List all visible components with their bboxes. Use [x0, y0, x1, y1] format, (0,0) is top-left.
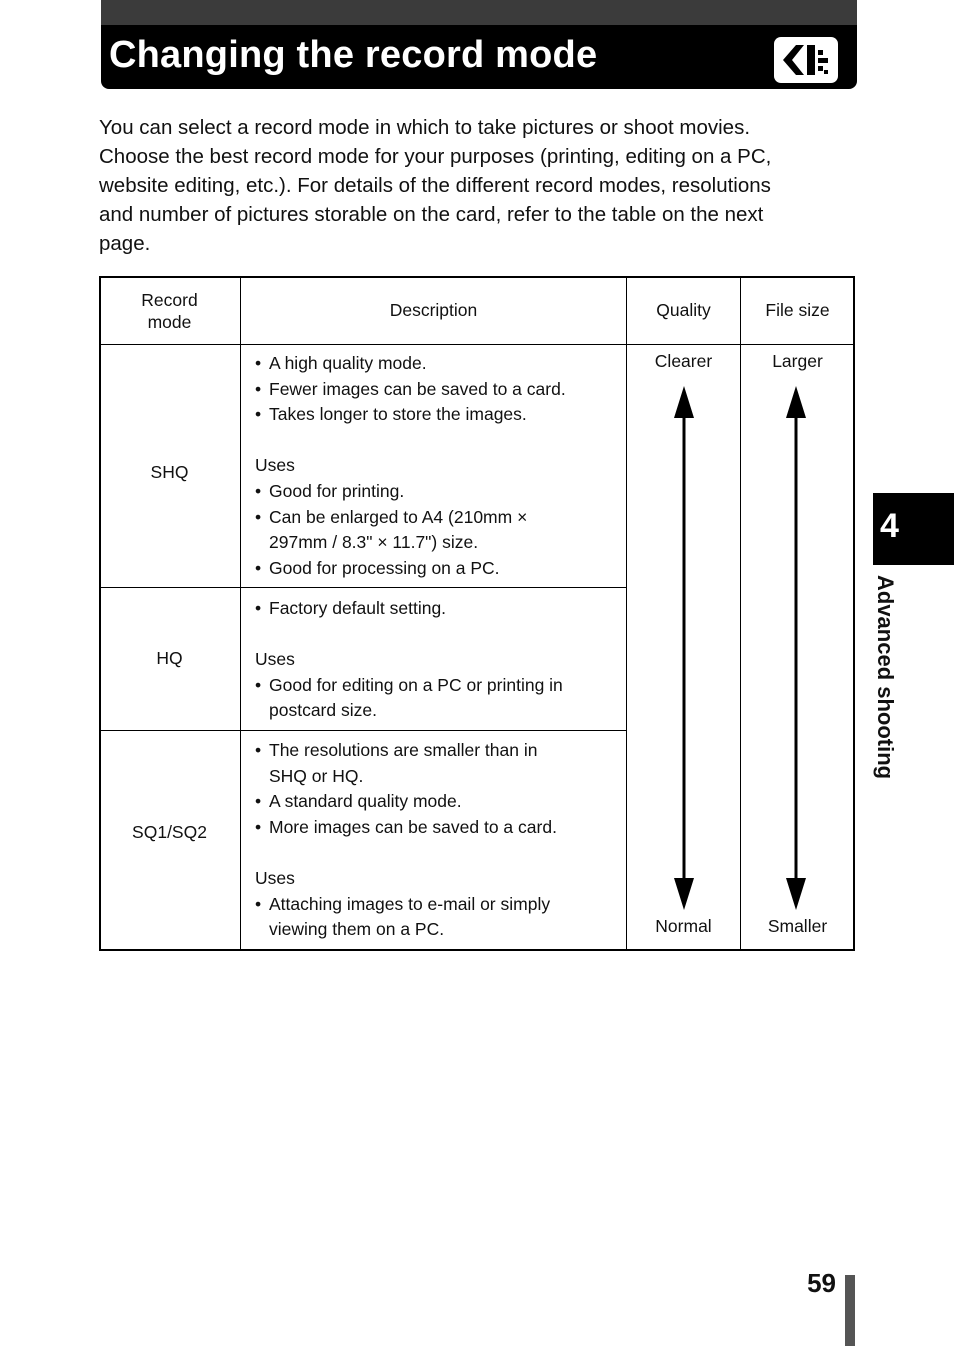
table-border-right — [853, 276, 855, 951]
intro-paragraph — [99, 113, 849, 258]
row-separator — [99, 730, 627, 731]
description-shq — [255, 351, 625, 581]
list-item: • Fewer images can be saved to a card. — [255, 377, 625, 403]
description-hq — [255, 596, 625, 724]
header-description: Description — [389, 300, 478, 320]
table-border-left — [99, 276, 101, 951]
size-top-label: Larger — [772, 351, 823, 371]
list-item: • Can be enlarged to A4 (210mm × 297mm / 8.3" × 11.7") size. — [255, 505, 569, 556]
list-item: • Good for editing on a PC or printing in postcard size. — [255, 673, 609, 724]
page-title: Changing the record mode — [109, 34, 598, 76]
chapter-tab — [873, 493, 954, 565]
size-double-arrow-icon — [785, 386, 807, 910]
mode-sq1-sq2: SQ1/SQ2 — [132, 822, 207, 842]
header-separator — [99, 344, 855, 345]
quality-bottom-label: Normal — [655, 916, 712, 936]
list-item: • Good for processing on a PC. — [255, 556, 625, 582]
list-item: • Good for printing. — [255, 479, 625, 505]
list-item: • Takes longer to store the images. — [255, 402, 625, 428]
header-file-size: File size — [765, 300, 830, 320]
quality-double-arrow-icon — [673, 386, 695, 910]
intro-line: You can select a record mode in which to take pictures or shoot movies. — [99, 116, 751, 139]
list-item: • A high quality mode. — [255, 351, 625, 377]
header-record-mode-line: Record — [141, 290, 198, 310]
chapter-title-text: Advanced shooting — [873, 575, 898, 780]
list-item: • Attaching images to e-mail or simply viewing them on a PC. — [255, 892, 589, 943]
uses-label: Uses — [255, 649, 295, 670]
mode-shq: SHQ — [150, 462, 189, 482]
row-separator — [99, 587, 627, 588]
list-item: • A standard quality mode. — [255, 789, 625, 815]
chapter-title — [870, 575, 900, 815]
intro-line: website editing, etc.). For details of the different record modes, resolutions — [99, 174, 771, 197]
description-sq1-sq2 — [255, 738, 625, 943]
list-item: • More images can be saved to a card. — [255, 815, 625, 841]
record-mode-icon — [774, 37, 838, 83]
title-strip — [101, 0, 857, 25]
uses-label: Uses — [255, 867, 295, 888]
intro-line: Choose the best record mode for your purposes (printing, editing on a PC, — [99, 145, 772, 168]
page-number: 59 — [807, 1268, 836, 1298]
column-divider — [626, 276, 627, 951]
header-record-mode — [99, 289, 240, 333]
quality-top-label: Clearer — [654, 351, 713, 371]
uses-label: Uses — [255, 455, 295, 476]
header-record-mode-line: mode — [147, 312, 192, 332]
header-quality: Quality — [656, 300, 711, 320]
list-item: • The resolutions are smaller than in SHQ or HQ. — [255, 738, 569, 789]
mode-hq: HQ — [156, 648, 183, 668]
column-divider — [240, 276, 241, 951]
page-edge-bar — [845, 1275, 855, 1346]
table-border-top — [99, 276, 855, 278]
intro-line: page. — [99, 232, 151, 255]
record-mode-table — [99, 276, 855, 951]
table-border-bottom — [99, 949, 855, 951]
column-divider — [740, 276, 741, 951]
chapter-number: 4 — [880, 507, 899, 545]
size-bottom-label: Smaller — [767, 916, 828, 936]
intro-line: and number of pictures storable on the card, refer to the table on the next — [99, 203, 764, 226]
title-bar — [101, 0, 857, 89]
list-item: • Factory default setting. — [255, 596, 625, 622]
